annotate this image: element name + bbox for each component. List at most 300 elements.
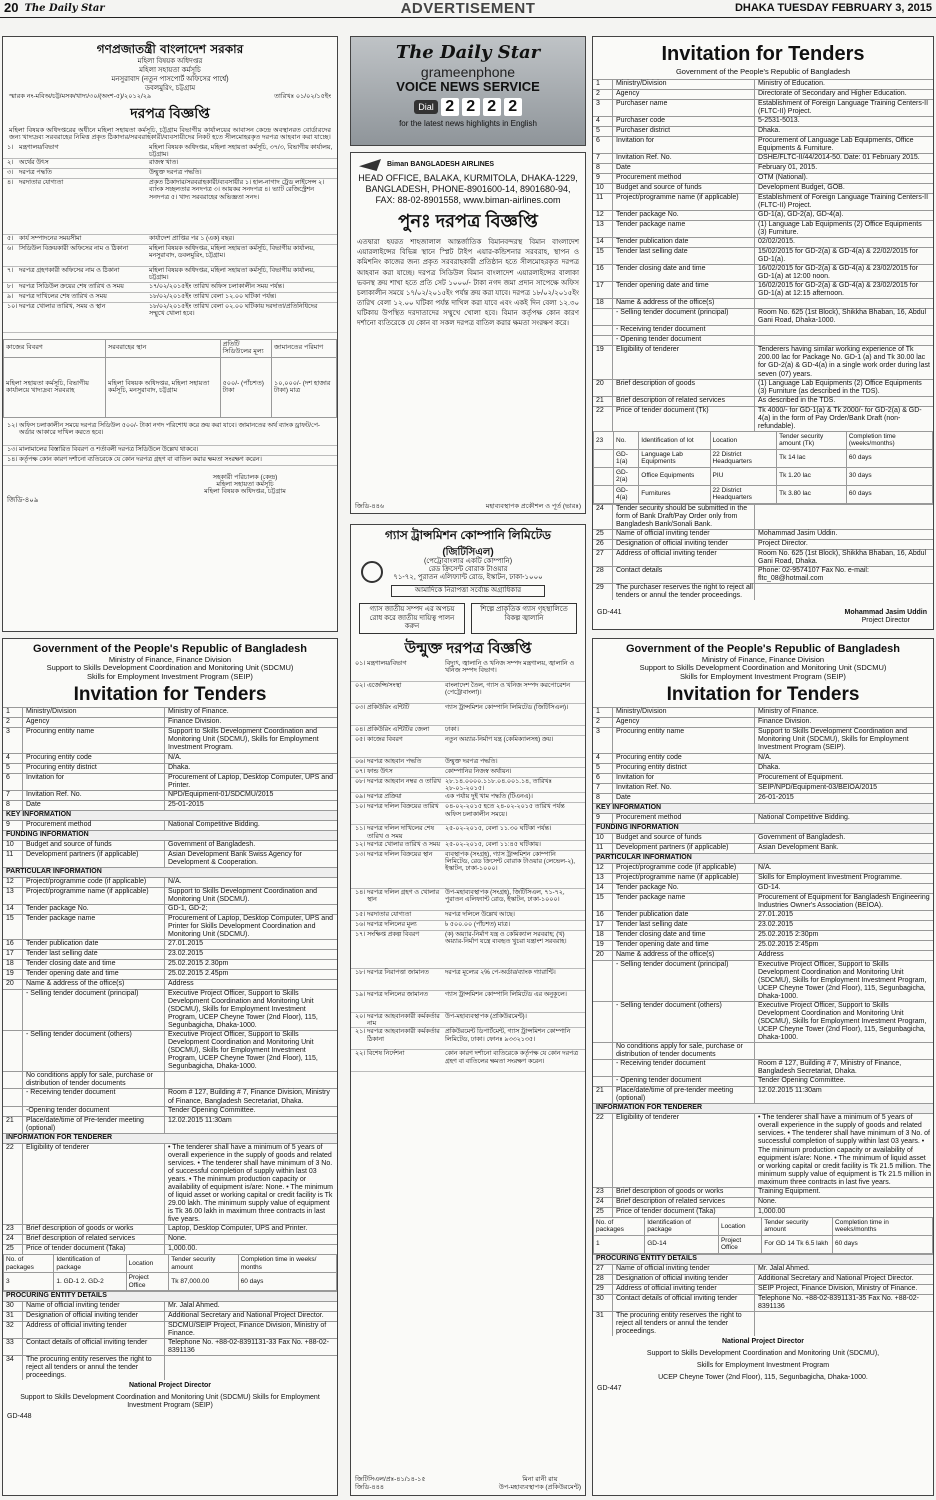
row-label: Invitation for bbox=[613, 137, 755, 153]
row-num: ১৭। bbox=[355, 930, 366, 938]
row-value: 5-2531-5013. bbox=[758, 116, 800, 124]
table-row bbox=[593, 1284, 933, 1294]
vns-dial-digit: 2 bbox=[462, 98, 480, 116]
row-label: Place/date/time of pre-tender meeting (optional) bbox=[613, 1087, 755, 1103]
row-num: 17 bbox=[593, 282, 613, 298]
gd-number: GD-448 bbox=[7, 1413, 32, 1421]
row-label: Development partners (if applicable) bbox=[23, 851, 165, 867]
row-value: Room No. 625 (1st Block), Shikkha Bhaban, 16, Abdul Gani Road, Dhaka. bbox=[758, 549, 927, 565]
row-label: Procurement method bbox=[23, 821, 165, 830]
row-num: 28 bbox=[593, 567, 613, 583]
gtcl-logo-icon bbox=[361, 561, 383, 583]
table-row bbox=[351, 1050, 585, 1072]
column-header: সরবরাহের স্থান bbox=[105, 339, 220, 357]
row-value: Establishment of Foreign Language Training Centers-II (FLTC-II) Project. bbox=[758, 193, 929, 209]
row-label: Eligibility of tenderer bbox=[613, 1114, 755, 1186]
row-label: Tender closing date and time bbox=[23, 960, 165, 969]
row-value bbox=[755, 1043, 933, 1059]
row-num: ০৯। bbox=[355, 793, 366, 801]
row-label: -Opening tender document bbox=[23, 1107, 165, 1116]
row-num: 15 bbox=[593, 894, 613, 910]
table-row bbox=[3, 1338, 337, 1355]
row-label: দরদাতার যোগ্যতা bbox=[19, 179, 64, 187]
biman-logo bbox=[351, 153, 585, 173]
column-header: জামানতের পরিমাণ bbox=[272, 339, 337, 357]
row-num: 20 bbox=[3, 980, 23, 989]
row-label: - Receiving tender document bbox=[613, 1060, 755, 1076]
row-label: Address of official inviting tender bbox=[23, 1322, 165, 1338]
table-row bbox=[593, 1294, 933, 1311]
tender-package-table bbox=[593, 431, 933, 504]
row-value: National Competitive Bidding. bbox=[758, 813, 850, 821]
gas-rows bbox=[351, 660, 585, 1072]
table-row bbox=[594, 1235, 933, 1253]
table-row bbox=[351, 793, 585, 803]
table-cell: GD-2(a) bbox=[614, 467, 639, 485]
row-label: Procurement method bbox=[613, 174, 755, 183]
table-row bbox=[593, 773, 933, 783]
table-row bbox=[3, 446, 337, 456]
row-num: ১৩। bbox=[7, 445, 18, 453]
section-heading: INFORMATION FOR TENDERER bbox=[593, 1103, 933, 1113]
table-row bbox=[351, 726, 585, 736]
row-label: Name & address of the office(s) bbox=[613, 951, 755, 960]
section-heading: PARTICULAR INFORMATION bbox=[3, 867, 337, 877]
row-num bbox=[593, 1077, 613, 1086]
table-row bbox=[3, 877, 337, 887]
row-num: 9 bbox=[593, 814, 613, 823]
table-row bbox=[3, 989, 337, 1030]
table-row bbox=[593, 753, 933, 763]
row-value: ৳ ৫০০.০০ (পাঁচশত) মাত্র। bbox=[445, 920, 510, 928]
row-num: 9 bbox=[593, 174, 613, 183]
tender-footer-program: Skills for Employment Investment Program bbox=[696, 1361, 830, 1369]
row-value: গ্যাস ট্রান্সমিশন কোম্পানি লিমিটেড (জিটিসিএল)। bbox=[445, 703, 569, 711]
table-cell: 3 bbox=[4, 1273, 54, 1291]
vns-dial-digit: 2 bbox=[483, 98, 501, 116]
row-value: Establishment of Foreign Language Training Centers-II (FLTC-II) Project. bbox=[758, 99, 929, 115]
table-row bbox=[593, 1086, 933, 1103]
row-num: 32 bbox=[3, 1322, 23, 1338]
row-num: 1 bbox=[593, 708, 613, 717]
table-row bbox=[593, 950, 933, 960]
row-label: দরপত্র আহবানকারী কর্মকর্তার নাম bbox=[367, 1012, 440, 1028]
row-num: 27 bbox=[593, 1265, 613, 1274]
table-row bbox=[593, 308, 933, 325]
table-row bbox=[593, 1059, 933, 1076]
row-label: Budget and source of funds bbox=[23, 841, 165, 850]
row-num: 30 bbox=[3, 1302, 23, 1311]
row-num: ৬। bbox=[7, 245, 14, 253]
table-cell: ৫০০/- (পাঁচশত) টাকা bbox=[220, 357, 271, 417]
row-value: Procurement of Equipment for Bangladesh Engineering Industries Owner's Association (BEIOA). bbox=[758, 893, 930, 909]
row-value: 16/02/2015 for GD-2(a) & GD-4(a) & 23/02/2015 for GD-1(a) at 12:15 afternoon. bbox=[758, 282, 918, 298]
signer-title: Project Director bbox=[861, 616, 910, 624]
row-value: 02/02/2015. bbox=[758, 238, 795, 245]
row-value bbox=[755, 336, 933, 345]
gas-abbr: (জিটিসিএল) bbox=[442, 546, 494, 558]
row-num: ৯। bbox=[7, 292, 14, 300]
row-label: Invitation Ref. No. bbox=[613, 154, 755, 163]
table-row bbox=[351, 768, 585, 778]
row-value: 26-01-2015 bbox=[758, 793, 794, 801]
row-num: 4 bbox=[593, 754, 613, 763]
row-label: দরপত্র দলিল গ্রহণ ও খোলার স্থান bbox=[367, 888, 440, 904]
row-label: Budget and source of funds bbox=[613, 184, 755, 193]
biman-footer bbox=[355, 503, 581, 510]
table-row bbox=[593, 707, 933, 717]
table-cell: Furnitures bbox=[639, 485, 710, 503]
row-num: ৪। bbox=[7, 179, 14, 187]
row-value: Address bbox=[168, 979, 194, 987]
table-row bbox=[351, 1013, 585, 1028]
tender-title: Invitation for Tenders bbox=[661, 43, 865, 65]
table-row bbox=[3, 1071, 337, 1088]
row-num: 16 bbox=[593, 911, 613, 920]
row-value: ১৮/০২/২০১৫ইং তারিখ বেলা ১২.০০ ঘটিকা পর্যন্ত। bbox=[149, 292, 277, 300]
row-value: মহিলা বিষয়ক অধিদপ্তর, মহিলা সহায়তা কর্মসূচি, বিভাগীয় কার্যালয়, মনসুরাবাদ, ডবলমুরিং, চট্টগ্রাম। bbox=[149, 245, 315, 260]
row-value: গ্যাস ট্রান্সমিশন কোম্পানি লিমিটেড এর অনুকূলে। bbox=[445, 990, 567, 998]
row-num: 23 bbox=[594, 431, 614, 449]
table-row bbox=[593, 1113, 933, 1186]
tender-body bbox=[593, 707, 933, 1336]
row-num: 6 bbox=[593, 774, 613, 783]
row-value: N/A. bbox=[168, 877, 182, 885]
row-value: Ministry of Finance. bbox=[168, 708, 229, 716]
row-value: Dhaka. bbox=[758, 763, 781, 771]
table-row bbox=[3, 144, 337, 159]
table-row bbox=[593, 763, 933, 773]
tender-footer-org: Support to Skills Development Coordination and Monitoring Unit (SDCMU), bbox=[646, 1349, 880, 1357]
row-value: কর্তৃপক্ষ কোন কারণ দর্শানো ব্যতিরেকে যে কোন দরপত্র গ্রহণ বা বাতিল করার ক্ষমতা সংরক্ষণ করেন। bbox=[19, 455, 262, 463]
row-num: ০৭। bbox=[355, 767, 366, 775]
table-row bbox=[594, 467, 933, 485]
row-num: ২। bbox=[7, 159, 14, 167]
row-label: Name of official inviting tender bbox=[23, 1302, 165, 1311]
table-row bbox=[593, 89, 933, 99]
row-label: দরপত্র দলিল বিক্রয়ের স্থান bbox=[367, 850, 433, 858]
row-num: 27 bbox=[593, 550, 613, 566]
row-num: 17 bbox=[593, 921, 613, 930]
row-label: দরপত্র আহবান পদ্ধতি bbox=[367, 757, 422, 765]
table-row bbox=[3, 1106, 337, 1116]
vns-dial bbox=[351, 98, 585, 116]
row-label: দরপত্র দলিল বিক্রয়ের তারিখ bbox=[367, 803, 439, 811]
row-label: অর্থের উৎস bbox=[19, 159, 49, 167]
row-num: 34 bbox=[3, 1356, 23, 1380]
table-row bbox=[593, 298, 933, 308]
gas-iso-strip: আমাদিকে নিরাপত্তা সর্বোচ্চ অগ্রাধিকার bbox=[391, 585, 545, 597]
biman-signer: মহাব্যবস্থাপক প্রকৌশল ও পূর্ত (ভারঃ) bbox=[485, 502, 581, 510]
row-label: Tender opening date and time bbox=[613, 941, 755, 950]
table-row bbox=[3, 1030, 337, 1071]
table-row bbox=[593, 813, 933, 823]
table-row bbox=[593, 153, 933, 163]
row-label: Tender package name bbox=[23, 915, 165, 939]
table-row bbox=[3, 1234, 337, 1244]
row-value: Mohammad Jasim Uddin. bbox=[758, 529, 838, 537]
row-label: বিশেষ নির্দেশনা bbox=[367, 1050, 405, 1058]
row-num: 13 bbox=[3, 888, 23, 904]
signer-org: মহিলা সহায়তা কর্মসূচি bbox=[216, 481, 274, 489]
row-value: (ক) অয়্যার-নিৰ্মাণ যন্ত্র ও কেমিক্যাল সরবরাহ; (খ) অয়্যার-নিৰ্মাণ যন্ত্রে ব্যবহৃত খুচরা যন্ত্রাংশ সরবরাহ। bbox=[445, 930, 567, 946]
row-label: দরপত্র দাখিলের শেষ তারিখ ও সময় bbox=[19, 292, 107, 300]
row-label: Tender last selling date bbox=[613, 921, 755, 930]
biman-ad bbox=[350, 152, 586, 514]
table-cell: 60 days bbox=[846, 485, 932, 503]
table-row bbox=[593, 325, 933, 335]
row-value: Executive Project Officer, Support to Skills Development Coordination and Monitoring Unit (SDCMU), Skills for Employment Investment Program, UCEP Cheyne Tower (2nd Floor), 115, Segunbagicha, Dhaka-1000. bbox=[758, 960, 927, 1000]
gd-number: জিডি-৪০৯ bbox=[7, 496, 39, 504]
row-num: 11 bbox=[593, 844, 613, 853]
biman-logo-text: Biman BANGLADESH AIRLINES bbox=[387, 160, 495, 168]
tender-footer-org: Support to Skills Development Coordination and Monitoring Unit (SDCMU) Skills for Employment Investment Program (SEIP) bbox=[20, 1394, 320, 1410]
row-num: 26 bbox=[593, 540, 613, 549]
table-cell: Language Lab Equipments bbox=[639, 449, 710, 467]
gas-sub1: (পেট্রোবাংলার একটি কোম্পানি) bbox=[423, 558, 513, 566]
tender-title: Invitation for Tenders bbox=[73, 683, 267, 705]
row-num: 29 bbox=[593, 1285, 613, 1294]
row-value: GD-1, GD-2; bbox=[168, 904, 208, 912]
row-num: ১১। bbox=[355, 825, 366, 833]
row-value: 1,000.00 bbox=[758, 1207, 786, 1215]
column-header: Completion time in weeks/months bbox=[833, 1217, 933, 1235]
row-num: 17 bbox=[3, 950, 23, 959]
table-row bbox=[593, 116, 933, 126]
table-row bbox=[3, 773, 337, 790]
row-num: 13 bbox=[593, 221, 613, 237]
row-num: ০৬। bbox=[355, 757, 366, 765]
table-row bbox=[593, 396, 933, 406]
section-heading: FUNDING INFORMATION bbox=[3, 830, 337, 840]
bn-notice-heading: দরপত্র বিজ্ঞপ্তি bbox=[130, 104, 210, 121]
row-label: Ministry/Division bbox=[23, 708, 165, 717]
vns-dial-digit: 2 bbox=[441, 98, 459, 116]
row-num: ৩। bbox=[7, 169, 14, 177]
table-row bbox=[3, 820, 337, 830]
row-value: Mr. Jalal Ahmed. bbox=[168, 1302, 220, 1310]
row-label: Procuring entity name bbox=[613, 728, 755, 752]
section-heading: FUNDING INFORMATION bbox=[593, 823, 933, 833]
row-num: 5 bbox=[3, 764, 23, 773]
row-num: 3 bbox=[3, 728, 23, 752]
row-label: Contact details bbox=[613, 567, 755, 583]
row-value: নতুন অয়্যার-নিৰ্মাণ যন্ত্র (কেমিক্যালসহ) ক্রয়। bbox=[445, 735, 554, 743]
tender-gov: Government of the People's Republic of Bangladesh bbox=[33, 643, 307, 655]
tender-unit: Support to Skills Development Coordination and Monitoring Unit (SDCMU) bbox=[639, 663, 887, 673]
row-value: Telephone No. +88-02-8391131-35 Fax No. +88-02-8391136 bbox=[758, 1294, 919, 1310]
table-row bbox=[593, 727, 933, 752]
row-value: (1) Language Lab Equipments (2) Office Equipments (3) Furniture. bbox=[758, 220, 922, 236]
row-label: Name of official inviting tender bbox=[613, 530, 755, 539]
row-label: Agency bbox=[23, 718, 165, 727]
row-label: দরপত্র নিরাপত্তা জামানত bbox=[367, 968, 429, 976]
table-row bbox=[351, 851, 585, 889]
table-row bbox=[3, 303, 337, 333]
row-value: • The tenderer shall have a minimum of 5 years of overall experience in the supply of goods and related services. • The tenderer shall have minimum of 3 No. of successful completion of supply within last 03 years. • The minimum production capacity or availability of equipment is/are: None. • The minimum of liquid asset or working capital or credit facility is Tk 29.00 lakh. The minimum supply value of equipment is Tk 36.00 lakh in maximum three contracts in last five years. bbox=[168, 1143, 333, 1224]
bn-notice-memo: স্মারক নং-মবিঅ/চট্ট/মসক/খাদ্য/৩০/(অংশ-৫)/২০১২/২৯ bbox=[9, 93, 152, 101]
row-num: ০১। bbox=[355, 659, 366, 667]
table-row bbox=[593, 1042, 933, 1059]
table-row bbox=[593, 193, 933, 210]
row-label: Date bbox=[613, 794, 755, 803]
table-row bbox=[593, 1187, 933, 1197]
vns-gp-logo: grameenphone bbox=[420, 63, 516, 80]
table-row bbox=[3, 235, 337, 245]
row-num: 18 bbox=[3, 960, 23, 969]
bn-notice-title: গণপ্রজাতন্ত্রী বাংলাদেশ সরকার bbox=[96, 42, 244, 56]
row-label: এজেন্সি/সংস্থা bbox=[367, 681, 402, 689]
table-row bbox=[3, 939, 337, 949]
row-label: The procuring entity reserves the right to reject all tenders or annul the tender proceedings. bbox=[613, 1312, 755, 1336]
table-row bbox=[3, 914, 337, 939]
row-value: Support to Skills Development Coordination and Monitoring Unit (SDCMU), Skills for Employment Investment Program (SEIP). bbox=[758, 728, 909, 752]
column-header: Identification of lot bbox=[639, 431, 710, 449]
bn-notice-sub2: মহিলা সহায়তা কর্মসূচি bbox=[139, 66, 201, 74]
biman-heading: পুনঃ দরপত্র বিজ্ঞপ্তি bbox=[398, 211, 538, 232]
tender-ad-seip-1 bbox=[2, 638, 338, 1496]
table-header-row bbox=[4, 339, 337, 357]
tender-rows bbox=[593, 79, 933, 431]
table-row bbox=[593, 539, 933, 549]
tender-ad-seip-2 bbox=[592, 638, 934, 1496]
row-value: Telephone No. +88-02-8391131-33 Fax No. +88-02-8391136 bbox=[168, 1339, 329, 1355]
table-row bbox=[3, 422, 337, 446]
row-label: মন্ত্রণালয়/বিভাগ bbox=[367, 659, 407, 667]
row-num: 19 bbox=[593, 941, 613, 950]
table-row bbox=[351, 841, 585, 851]
table-cell: 22 District Headquarters bbox=[710, 485, 777, 503]
table-cell: Office Equipments bbox=[639, 467, 710, 485]
table-row bbox=[3, 1244, 337, 1254]
table-row bbox=[3, 1224, 337, 1234]
bn-notice-rows bbox=[3, 144, 337, 333]
row-num: 12 bbox=[593, 864, 613, 873]
row-value: Room # 127, Building # 7, Finance Division, Ministry of Finance, Bangladesh Secretariat, Dhaka. bbox=[168, 1089, 330, 1105]
row-label: দরপত্র খোলার তারিখ ও সময় bbox=[367, 840, 441, 848]
table-row bbox=[3, 1301, 337, 1311]
row-label: Purchaser code bbox=[613, 117, 755, 126]
table-row bbox=[3, 727, 337, 752]
tender-footer-address: UCEP Cheyne Tower (2nd Floor), 115, Segunbagicha, Dhaka-1000. bbox=[658, 1374, 868, 1382]
row-value: • The tenderer shall have a minimum of 5 years of overall experience in the supply of goods and related services. • The tenderer shall have minimum of 3 No. of successful completion of supply within last 03 years. • The minimum production capacity or availability of equipment is/are: None. • The minimum of liquid asset or working capital or credit facility is Tk 21.5 million. The minimum supply value of equipment is Tk 21.5 million in maximum three contracts in last five years. bbox=[758, 1114, 932, 1186]
row-label: Procuring entity district bbox=[23, 764, 165, 773]
section-heading: INFORMATION FOR TENDERER bbox=[3, 1133, 337, 1143]
row-num: 4 bbox=[593, 117, 613, 126]
tender-ministry: Ministry of Finance, Finance Division bbox=[108, 654, 232, 664]
signer-dept: মহিলা বিষয়ক অধিদপ্তর, চট্টগ্রাম bbox=[204, 488, 286, 496]
row-value: 25.02.2015 2.30pm bbox=[168, 959, 229, 967]
table-row bbox=[593, 379, 933, 396]
row-value: Dhaka. bbox=[168, 763, 191, 771]
biman-address-2: BANGLADESH, PHONE-8901600-14, 8901680-94, bbox=[365, 183, 571, 194]
row-num: 15 bbox=[593, 248, 613, 264]
table-row bbox=[3, 949, 337, 959]
table-row bbox=[593, 717, 933, 727]
tender-title: Invitation for Tenders bbox=[666, 683, 860, 705]
bn-notice-intro: মহিলা বিষয়ক অধিদপ্তরের অধীনে মহিলা সহায়তা কর্মসূচি, চট্টগ্রাম বিভাগীয় কার্যালয়ের আবাসন কেন্দ্রে অবস্থানরত বোর্ডারদের জন্য খাদ্যদ্রব্য সরবরাহের নিমিত্ত প্রকৃত ঠিকাদার/সরবরাহকারী/ব্যবসায়ীদের নিকট হতে সীলমোহরকৃত দরপত্র আহবান করা যাচ্ছে। bbox=[9, 126, 331, 142]
row-label: Invitation for bbox=[613, 774, 755, 783]
table-row bbox=[593, 173, 933, 183]
row-value: DSHE/FLTC-II/44/2014-50. Date: 01 February 2015. bbox=[758, 153, 920, 161]
row-num: 24 bbox=[3, 1235, 23, 1244]
table-row bbox=[593, 237, 933, 247]
row-label: Brief description of related services bbox=[613, 1198, 755, 1207]
row-label: Place/date/time of Pre-tender meeting (optional) bbox=[23, 1117, 165, 1133]
section-heading: KEY INFORMATION bbox=[3, 810, 337, 820]
row-num: 21 bbox=[593, 1087, 613, 1103]
row-num: ১৪। bbox=[355, 888, 366, 896]
table-row bbox=[3, 456, 337, 466]
row-label: Tender closing date and time bbox=[613, 931, 755, 940]
table-row bbox=[593, 79, 933, 89]
page-number: 20 bbox=[4, 0, 19, 16]
row-label: Contact details of official inviting tender bbox=[23, 1339, 165, 1355]
row-label: Procurement method bbox=[613, 814, 755, 823]
tender-program: Skills for Employment Investment Program (SEIP) bbox=[87, 671, 253, 681]
row-value: Training Equipment. bbox=[758, 1187, 821, 1195]
row-value: 16/02/2015 for GD-2(a) & GD-4(a) & 23/02/2015 for GD-1(a) at 12:00 noon. bbox=[758, 265, 918, 281]
section-heading: PROCURING ENTITY DETAILS bbox=[593, 1254, 933, 1264]
row-value: SEIP/NPD/Equipment-03/BEIOA/2015 bbox=[758, 783, 878, 791]
table-cell bbox=[594, 449, 614, 467]
row-value: Phone: 02-9574107 Fax No. e-mail: fltc_08@hotmail.com bbox=[758, 566, 869, 582]
gas-signer-title: উপ-মহাব্যবস্থাপক (প্রকিউরমেন্ট) bbox=[498, 1483, 581, 1491]
row-value: Room # 127, Building # 7, Ministry of Finance, Bangladesh Secretariat, Dhaka. bbox=[758, 1060, 902, 1076]
row-value: ঢাকা। bbox=[445, 725, 459, 733]
row-num: 21 bbox=[593, 397, 613, 406]
row-label: Tender package No. bbox=[613, 211, 755, 220]
row-label: Price of tender document (Taka) bbox=[613, 1208, 755, 1217]
tender-rows-after bbox=[593, 504, 933, 600]
row-label: Tender package name bbox=[613, 894, 755, 910]
paper-name: The Daily Star bbox=[24, 2, 105, 14]
gas-signer: মিনা রানী রায় bbox=[522, 1476, 558, 1484]
table-cell: For GD 14 Tk 6.5 lakh bbox=[762, 1235, 833, 1253]
row-num: 10 bbox=[593, 184, 613, 193]
table-cell: 60 days bbox=[238, 1273, 336, 1291]
row-value: Government of Bangladesh. bbox=[758, 833, 846, 841]
row-value: অফিস চলাকালীন সময়ে দরপত্র সিডিউল ৫০০/- টাকা নগদ পরিশোধ করে ক্রয় করা যাবে। জামানতের অর্থ ব্যাংক ড্রাফট/পে-অর্ডার আকারে দাখিল করতে হবে। bbox=[19, 421, 320, 436]
bn-notice-sub4: ডবলমুরিং, চট্টগ্রাম bbox=[144, 85, 196, 93]
row-label: No conditions apply for sale, purchase or distribution of tender documents bbox=[613, 1043, 755, 1059]
row-value: Additional Secretary and National Project Director. bbox=[758, 1274, 914, 1282]
row-num: ৮। bbox=[7, 282, 14, 290]
row-num: ১৪। bbox=[7, 455, 18, 463]
row-value: Procurement of Laptop, Desktop Computer, UPS and Printer for Skills Development Coordination and Monitoring Unit (SDCMU). bbox=[168, 914, 333, 938]
column-header: No. of packages bbox=[594, 1217, 645, 1235]
column-header: Tender security amount bbox=[762, 1217, 833, 1235]
row-label: - Selling tender document (principal) bbox=[613, 309, 755, 325]
row-label: Tender last selling date bbox=[23, 950, 165, 959]
row-label: Contact details of official inviting tender bbox=[613, 1295, 755, 1311]
row-value: None. bbox=[758, 1197, 777, 1205]
row-num: 31 bbox=[3, 1312, 23, 1321]
table-cell bbox=[594, 485, 614, 503]
row-value bbox=[755, 584, 933, 600]
bn-notice-date: তারিখঃ ০১/০২/১৫ইং bbox=[274, 93, 331, 101]
row-num: 7 bbox=[3, 791, 23, 800]
row-num: 14 bbox=[593, 884, 613, 893]
table-row bbox=[3, 283, 337, 293]
row-label: - Receiving tender document bbox=[613, 326, 755, 335]
row-num bbox=[3, 1107, 23, 1116]
row-value: Mr. Jalal Ahmed. bbox=[758, 1264, 810, 1272]
table-row bbox=[3, 1143, 337, 1224]
row-value: SDCMU/SEIP Project, Finance Division, Ministry of Finance. bbox=[168, 1322, 327, 1338]
gas-sub3: ৭১-৭২, পুরাতন এলিফ্যান্ট রোড, ইস্কাটন, ঢাকা-১০০০ bbox=[393, 574, 543, 582]
row-value: Tk 4000/- for GD-1(a) & Tk 2000/- for GD-2(a) & GD-4(a) in the form of Pay Order/Bank Draft (non-refundable). bbox=[758, 406, 922, 430]
